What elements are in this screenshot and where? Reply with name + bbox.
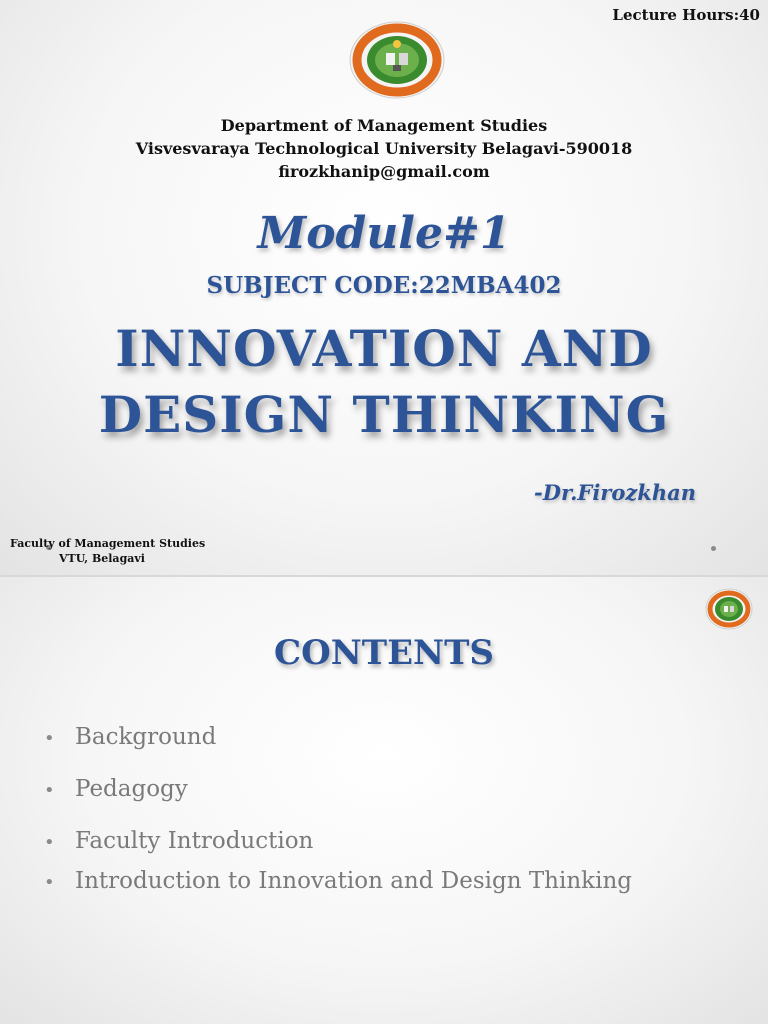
list-item <box>44 828 632 854</box>
contents-heading: CONTENTS <box>274 633 494 673</box>
vtu-emblem-icon <box>705 588 753 630</box>
course-title-line1: INNOVATION AND <box>115 319 653 378</box>
list-item-label: Background <box>75 724 217 750</box>
lecture-hours: Lecture Hours:40 <box>612 6 760 24</box>
bullet-icon: • <box>44 728 55 749</box>
contents-list <box>44 724 632 894</box>
module-title: Module#1 <box>257 208 511 259</box>
subject-code: SUBJECT CODE:22MBA402 <box>206 272 562 299</box>
footer-faculty-line2: VTU, Belagavi <box>59 552 145 565</box>
bullet-icon: • <box>44 780 55 801</box>
list-item <box>44 724 632 750</box>
department-name: Department of Management Studies <box>220 116 548 135</box>
author-name: -Dr.Firozkhan <box>534 480 696 505</box>
contents-slide <box>0 577 768 1024</box>
list-item <box>44 868 632 894</box>
footer-faculty <box>10 536 205 566</box>
department-block <box>0 114 768 183</box>
list-item-label: Introduction to Innovation and Design Thinking <box>75 868 632 894</box>
bullet-icon: • <box>44 872 55 893</box>
list-item-label: Pedagogy <box>75 776 188 802</box>
list-item-label: Faculty Introduction <box>75 828 314 854</box>
course-title <box>0 316 768 448</box>
vtu-emblem-icon <box>348 20 446 100</box>
footer-faculty-line1: Faculty of Management Studies <box>10 537 206 550</box>
bullet-dot-icon <box>711 546 716 551</box>
course-title-line2: DESIGN THINKING <box>98 385 670 444</box>
contact-email: firozkhanip@gmail.com <box>278 162 490 181</box>
university-name: Visvesvaraya Technological University Belagavi-590018 <box>135 139 633 158</box>
bullet-icon: • <box>44 832 55 853</box>
list-item <box>44 776 632 802</box>
